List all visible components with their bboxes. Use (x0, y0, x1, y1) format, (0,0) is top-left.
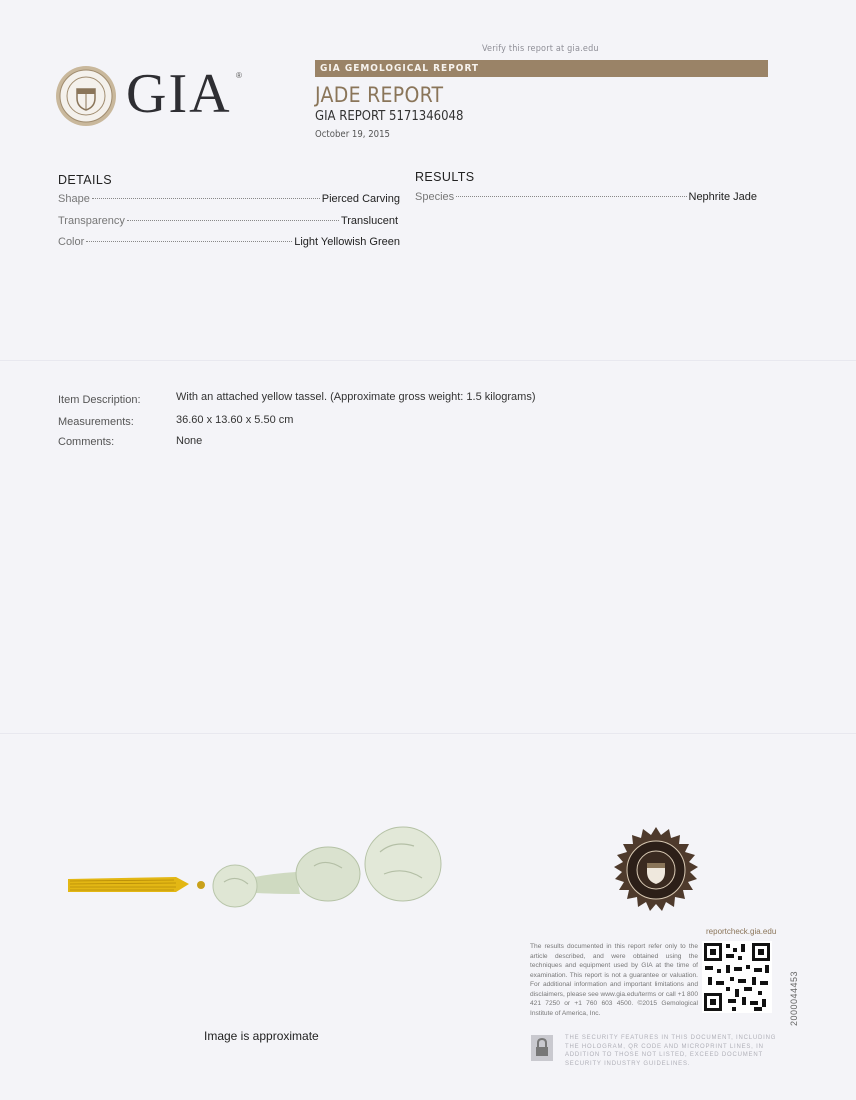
item-description-value: With an attached yellow tassel. (Approximate gross weight: 1.5 kilograms) (176, 391, 536, 403)
security-features-text: THE SECURITY FEATURES IN THIS DOCUMENT, INCLUDING THE HOLOGRAM, QR CODE AND MICROPRINT LINES, IN ADDITION TO THOSE NOT LISTED, EXCEED DOCUMENT SECURITY INDUSTRY GUIDELINES. (565, 1035, 777, 1067)
gia-seal-icon (55, 65, 117, 127)
results-heading: RESULTS (415, 170, 475, 184)
jade-gourd (213, 827, 441, 907)
detail-row-color (58, 236, 400, 248)
report-date: October 19, 2015 (315, 129, 390, 140)
page-fold-top (0, 360, 856, 362)
detail-row-shape (58, 193, 400, 205)
comments-value: None (176, 435, 203, 447)
gia-logo: GIA (126, 63, 232, 125)
measurements-value: 36.60 x 13.60 x 5.50 cm (176, 414, 294, 426)
detail-label: Shape (58, 193, 90, 205)
detail-label: Color (58, 236, 85, 248)
report-number: GIA REPORT 5171346048 (315, 109, 464, 124)
leader-dots (86, 241, 292, 242)
result-row-species (415, 191, 757, 203)
detail-label: Transparency (58, 215, 125, 227)
detail-value: Pierced Carving (321, 193, 400, 205)
jade-carving-image (64, 822, 448, 922)
page-fold-bottom (0, 733, 856, 735)
reportcheck-url: reportcheck.gia.edu (706, 927, 777, 936)
result-label: Species (415, 191, 455, 203)
gia-hologram-seal-icon (613, 827, 699, 913)
item-description-label: Item Description: (58, 394, 141, 406)
report-banner: GIA GEMOLOGICAL REPORT (315, 60, 768, 77)
leader-dots (127, 220, 339, 221)
result-value: Nephrite Jade (688, 191, 757, 203)
leader-dots (92, 198, 320, 199)
detail-row-transparency (58, 215, 398, 227)
qr-code-icon (702, 941, 772, 1013)
comments-label: Comments: (58, 436, 115, 448)
lock-icon (531, 1035, 553, 1061)
tassel (68, 877, 205, 892)
serial-number: 2000044453 (789, 970, 799, 1026)
detail-value: Translucent (340, 215, 398, 227)
measurements-label: Measurements: (58, 416, 134, 428)
disclaimer-text: The results documented in this report refer only to the article described, and were obtained using the techniques and equipment used by GIA at the time of examination. This report is not a guarantee or valuation. For additional information and important limitations and disclaimers, please see www.gia.edu/terms or call +1 800 421 7250 or +1 760 603 4500. ©2015 Gemological Institute of America, Inc. (530, 943, 698, 1017)
details-heading: DETAILS (58, 173, 112, 187)
leader-dots (456, 196, 686, 197)
detail-value: Light Yellowish Green (294, 236, 400, 248)
report-title: JADE REPORT (315, 83, 444, 107)
registered-mark: ® (236, 71, 242, 80)
image-caption: Image is approximate (204, 1029, 319, 1043)
verify-text: Verify this report at gia.edu (482, 44, 599, 54)
